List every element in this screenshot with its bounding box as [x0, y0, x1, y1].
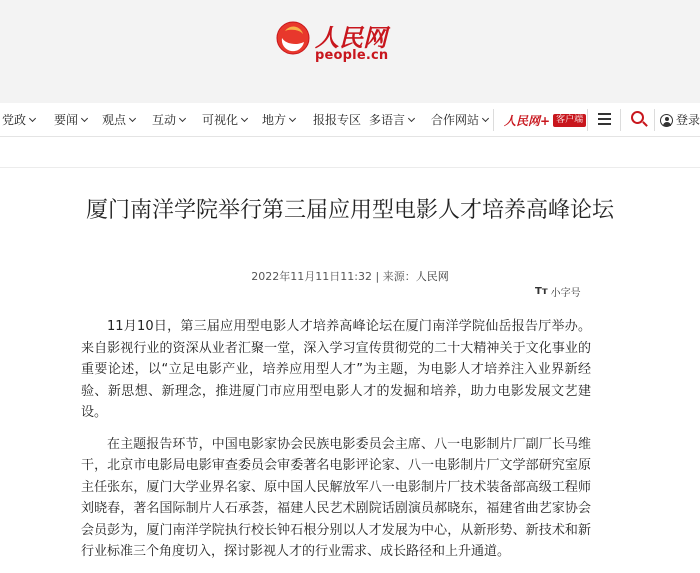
font-size-toggle[interactable]	[535, 283, 581, 299]
logo-text: 人民网	[315, 23, 387, 52]
chevron-down-icon	[81, 115, 88, 122]
article-title: 厦门南洋学院举行第三届应用型电影人才培养高峰论坛	[85, 198, 614, 223]
chevron-down-icon	[29, 115, 36, 122]
search-icon[interactable]	[631, 111, 644, 124]
nav-item-hezuo[interactable]	[431, 103, 488, 137]
nav-label: 地方	[262, 113, 287, 127]
chevron-down-icon	[179, 115, 186, 122]
nav-label: 可视化	[202, 113, 239, 127]
nav-divider	[620, 109, 621, 131]
chevron-down-icon	[241, 115, 248, 122]
article-body	[81, 316, 591, 573]
main-nav	[0, 103, 700, 137]
nav-item-hudong[interactable]	[152, 103, 185, 137]
article-source[interactable]: 人民网	[415, 270, 449, 283]
nav-label: 观点	[102, 113, 127, 127]
menu-icon[interactable]	[598, 113, 611, 125]
user-icon	[660, 114, 673, 127]
client-tag: 客户端	[553, 114, 586, 127]
login-label: 登录	[676, 113, 700, 127]
chevron-down-icon	[482, 115, 489, 122]
article-date: 2022年11月11日11:32	[251, 270, 372, 283]
nav-item-yaowen[interactable]	[54, 103, 87, 137]
chevron-down-icon	[129, 115, 136, 122]
nav-label: 报报专区	[313, 113, 362, 127]
nav-item-guandian[interactable]	[102, 103, 135, 137]
nav-label: 互动	[152, 113, 177, 127]
nav-item-keshihua[interactable]	[202, 103, 247, 137]
nav-divider	[493, 109, 494, 131]
nav-item-dangzheng[interactable]	[2, 103, 35, 137]
client-logo: 人民网+	[504, 113, 551, 128]
client-app-link[interactable]	[504, 110, 586, 130]
nav-item-duoyuyan[interactable]	[369, 103, 414, 137]
nav-label: 合作网站	[431, 113, 480, 127]
nav-divider	[587, 109, 588, 131]
font-size-label: 小字号	[550, 287, 581, 299]
article-paragraph: 在主题报告环节，中国电影家协会民族电影委员会主席、八一电影制片厂副厂长马维干，北京市电影局电影审查委员会审委著名电影评论家、八一电影制片厂文学部研究室原主任张东，厦门大学业界名家、原中国人民解放军八一电影制片厂技术装备部高级工程师刘晓春，著名国际制片人石承荟，福建人民艺术剧院话剧演员郝晓东，福建省曲艺家协会会员彭为，厦门南洋学院执行校长钟石根分别以人才发展为中心，从新形势、新技术和新行业标准三个角度切入，探讨影视人才的行业需求、成长路径和上升通道。	[81, 436, 591, 559]
nav-item-baobao[interactable]	[313, 103, 361, 137]
nav-label: 要闻	[54, 113, 79, 127]
font-size-icon: Tт	[535, 285, 548, 297]
article-meta	[0, 268, 700, 284]
article-paragraph: 11月10日，第三届应用型电影人才培养高峰论坛在厦门南洋学院仙岳报告厅举办。来自影视行业的资深从业者汇聚一堂，深入学习宣传贯彻党的二十大精神关于文化事业的重要论述，以“立足电影产业，培养应用型人才”为主题，为电影人才培养注入业界新经验、新思想、新理念，推进厦门市应用型电影人才的发掘和培养，助力电影发展文艺建设。	[81, 319, 591, 420]
chevron-down-icon	[289, 115, 296, 122]
logo-domain: people.cn	[315, 48, 389, 63]
nav-label: 多语言	[369, 113, 406, 127]
sub-nav-band	[0, 138, 700, 168]
nav-divider	[654, 109, 655, 131]
nav-label: 党政	[2, 113, 27, 127]
chevron-down-icon	[408, 115, 415, 122]
source-prefix: | 来源：	[375, 270, 416, 283]
login-button[interactable]	[660, 103, 700, 137]
site-header	[0, 0, 700, 103]
nav-item-difang[interactable]	[262, 103, 295, 137]
